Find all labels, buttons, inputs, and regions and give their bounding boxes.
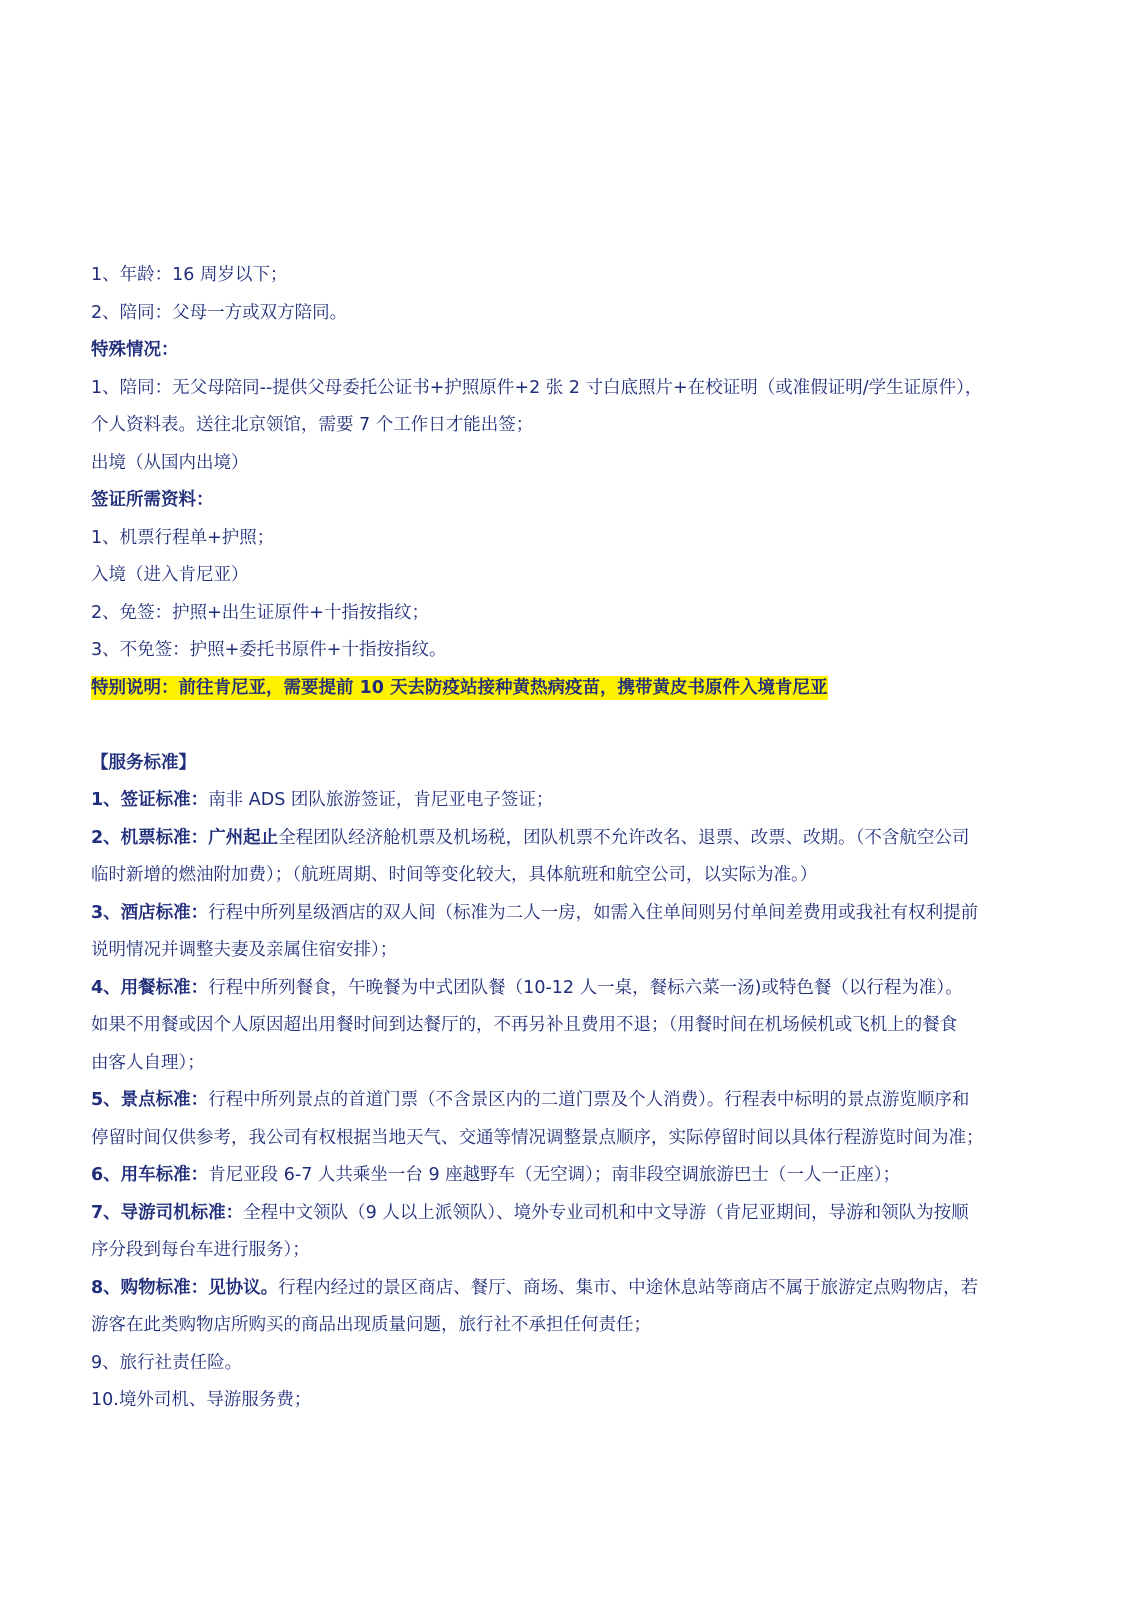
service-text: 全程中文领队（9 人以上派领队）、境外专业司机和中文导游（肯尼亚期间，导游和领队为按顺 <box>243 1202 969 1223</box>
service-text: 肯尼亚段 6-7 人共乘坐一台 9 座越野车（无空调）；南非段空调旅游巴士（一人一正座）； <box>208 1165 901 1185</box>
service-item-hotel-line-1 <box>91 895 1041 933</box>
service-item-fees: 10.境外司机、导游服务费； <box>91 1390 312 1410</box>
service-text: 全程团队经济舱机票及机场税，团队机票不允许改名、退票、改票、改期。（不含航空公司 <box>278 827 970 848</box>
service-item-airfare-line-1 <box>91 820 1041 858</box>
service-text: 行程内经过的景区商店、餐厅、商场、集市、中途休息站等商店不属于旅游定点购物店，若 <box>278 1277 979 1298</box>
service-heading: 【服务标准】 <box>91 752 196 773</box>
service-label: 4、用餐标准： <box>91 977 209 998</box>
requirement-companion: 2、陪同：父母一方或双方陪同。 <box>91 302 348 323</box>
service-item-meals-line-2: 如果不用餐或因个人原因超出用餐时间到达餐厅的，不再另补且费用不退；（用餐时间在机场候机或飞机上的餐食 <box>91 1015 958 1035</box>
service-item-insurance: 9、旅行社责任险。 <box>91 1352 243 1373</box>
service-label: 8、购物标准： <box>91 1277 209 1298</box>
service-label: 5、景点标准： <box>91 1090 209 1110</box>
service-item-shopping-line-2: 游客在此类购物店所购买的商品出现质量问题，旅行社不承担任何责任； <box>91 1315 651 1335</box>
service-label: 6、用车标准： <box>91 1165 209 1185</box>
service-item-attractions-line-1 <box>91 1082 1041 1120</box>
special-note-highlight: 特别说明：前往肯尼亚，需要提前 10 天去防疫站接种黄热病疫苗，携带黄皮书原件入境肯尼亚 <box>91 677 828 698</box>
service-item-airfare-line-2: 临时新增的燃油附加费）；（航班周期、时间等变化较大，具体航班和航空公司，以实际为准。） <box>91 865 818 885</box>
service-text: 行程中所列星级酒店的双人间（标准为二人一房，如需入住单间则另付单间差费用或我社有权利提前 <box>208 902 979 923</box>
service-label: 2、机票标准： <box>91 827 209 848</box>
service-bold-extra: 见协议。 <box>208 1277 279 1298</box>
service-text: 行程中所列餐食，午晚餐为中式团队餐（10-12 人一桌，餐标六菜一汤)或特色餐（以行程为准）。 <box>208 977 963 998</box>
visa-item-1: 1、机票行程单+护照； <box>91 527 275 548</box>
service-label: 7、导游司机标准： <box>91 1202 244 1223</box>
document-body <box>91 257 1041 1420</box>
service-bold-extra: 广州起止 <box>208 827 279 848</box>
special-item-line-1: 1、陪同：无父母陪同--提供父母委托公证书+护照原件+2 张 2 寸白底照片+在校证明（或准假证明/学生证原件）， <box>91 377 983 398</box>
service-item-vehicles <box>91 1157 1041 1195</box>
section-spacer <box>91 707 1041 745</box>
special-heading: 特殊情况： <box>91 340 179 360</box>
service-item-guides-line-1 <box>91 1195 1041 1233</box>
entry-label: 入境（进入肯尼亚） <box>91 565 249 585</box>
service-item-shopping-line-1 <box>91 1270 1041 1308</box>
service-item-meals-line-1 <box>91 970 1041 1008</box>
service-item-hotel-line-2: 说明情况并调整夫妻及亲属住宿安排）； <box>91 940 398 960</box>
service-item-guides-line-2: 序分段到每台车进行服务）； <box>91 1240 310 1260</box>
service-label: 3、酒店标准： <box>91 902 209 923</box>
exit-label: 出境（从国内出境） <box>91 452 249 473</box>
service-text: 南非 ADS 团队旅游签证，肯尼亚电子签证； <box>208 790 554 810</box>
service-item-attractions-line-2: 停留时间仅供参考，我公司有权根据当地天气、交通等情况调整景点顺序，实际停留时间以具体行程游览时间为准； <box>91 1127 984 1148</box>
visa-item-3: 3、不免签：护照+委托书原件+十指按指纹。 <box>91 640 447 660</box>
service-label: 1、签证标准： <box>91 790 209 810</box>
service-item-visa <box>91 782 1041 820</box>
visa-heading: 签证所需资料： <box>91 490 214 510</box>
requirement-age: 1、年龄：16 周岁以下； <box>91 265 288 285</box>
special-note-line <box>91 670 1041 708</box>
visa-item-2: 2、免签：护照+出生证原件+十指按指纹； <box>91 602 429 623</box>
special-item-line-2: 个人资料表。送往北京领馆，需要 7 个工作日才能出签； <box>91 415 534 435</box>
service-text: 行程中所列景点的首道门票（不含景区内的二道门票及个人消费）。行程表中标明的景点游览顺序和 <box>208 1090 970 1110</box>
service-item-meals-line-3: 由客人自理）； <box>91 1052 205 1073</box>
